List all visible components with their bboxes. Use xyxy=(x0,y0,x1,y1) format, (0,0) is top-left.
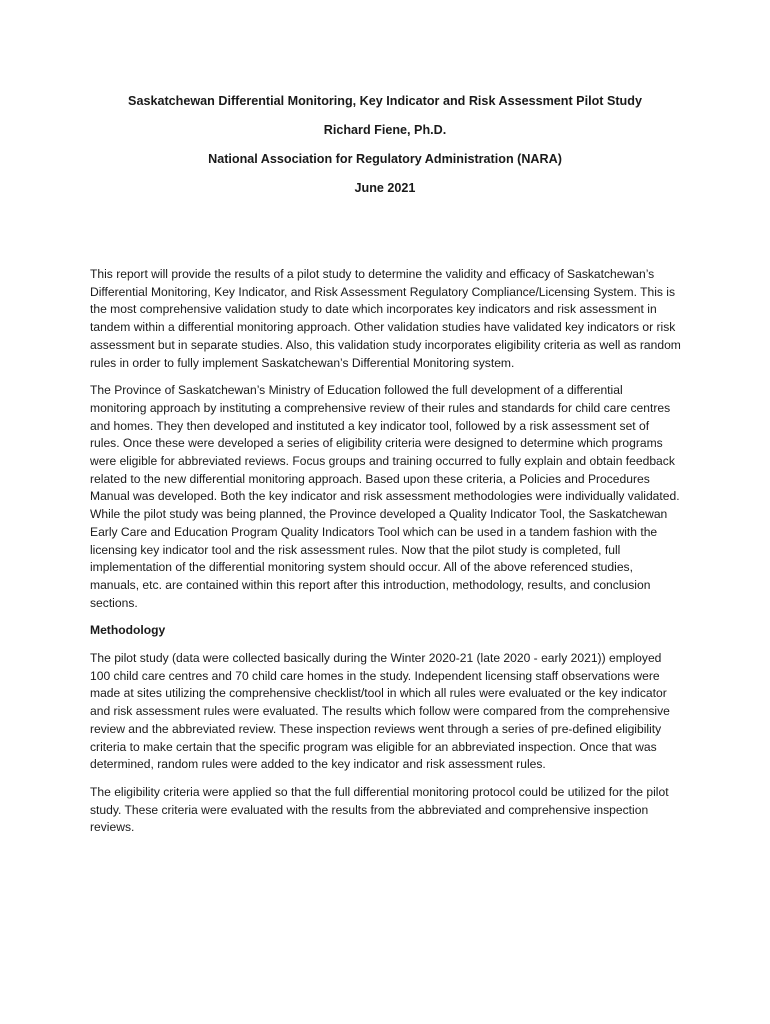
intro-paragraph: The Province of Saskatchewan’s Ministry of Education followed the full development of a differential monitoring approach by instituting a comprehensive review of their rules and standards for child care centres and homes. They then developed and instituted a key indicator tool, followed by a risk assessment set of rules. Once these were developed a series of eligibility criteria were designed to determine which programs were eligible for abbreviated reviews. Focus groups and training occurred to fully explain and obtain feedback related to the new differential monitoring approach. Based upon these criteria, a Policies and Procedures Manual was developed. Both the key indicator and risk assessment methodologies were individually validated. While the pilot study was being planned, the Province developed a Quality Indicator Tool, the Saskatchewan Early Care and Education Program Quality Indicators Tool which can be used in a tandem fashion with the licensing key indicator tool and the risk assessment rules. Now that the pilot study is completed, full implementation of the differential monitoring system should occur. All of the above referenced studies, manuals, etc. are contained within this report after this introduction, methodology, results, and conclusion sections. xyxy=(90,383,680,610)
methodology-paragraph: The pilot study (data were collected basically during the Winter 2020-21 (late 2020 - early 2021)) employed 100 child care centres and 70 child care homes in the study. Independent licensing staff observations were made at sites utilizing the comprehensive checklist/tool in which all rules were evaluated or the key indicator and risk assessment rules were evaluated. The results which follow were compared from the comprehensive review and the abbreviated review. These inspection reviews went through a series of pre-defined eligibility criteria to make certain that the specific program was eligible for an abbreviated inspection. Once that was determined, random rules were added to the key indicator and risk assessment rules. xyxy=(90,651,670,772)
organization-name: National Association for Regulatory Administration (NARA) xyxy=(208,152,562,166)
methodology-paragraph: The eligibility criteria were applied so that the full differential monitoring protocol could be utilized for the pilot study. These criteria were evaluated with the results from the abbreviated and comprehensive inspection reviews. xyxy=(90,784,669,835)
methodology-heading: Methodology xyxy=(90,623,166,638)
author-name: Richard Fiene, Ph.D. xyxy=(323,123,447,137)
title-block xyxy=(0,93,770,197)
document-date: June 2021 xyxy=(354,181,416,195)
document-body xyxy=(90,266,682,847)
intro-paragraph: This report will provide the results of a pilot study to determine the validity and efficacy of Saskatchewan’s Differential Monitoring, Key Indicator, and Risk Assessment Regulatory Compliance/Licensing System. This is the most comprehensive validation study to date which incorporates key indicators and risk assessment in tandem within a differential monitoring approach. Other validation studies have validated key indicators or risk assessment but in separate studies. Also, this validation study incorporates eligibility criteria as well as random rules in order to fully implement Saskatchewan’s Differential Monitoring system. xyxy=(90,267,681,370)
document-title: Saskatchewan Differential Monitoring, Key Indicator and Risk Assessment Pilot Study xyxy=(128,94,642,108)
